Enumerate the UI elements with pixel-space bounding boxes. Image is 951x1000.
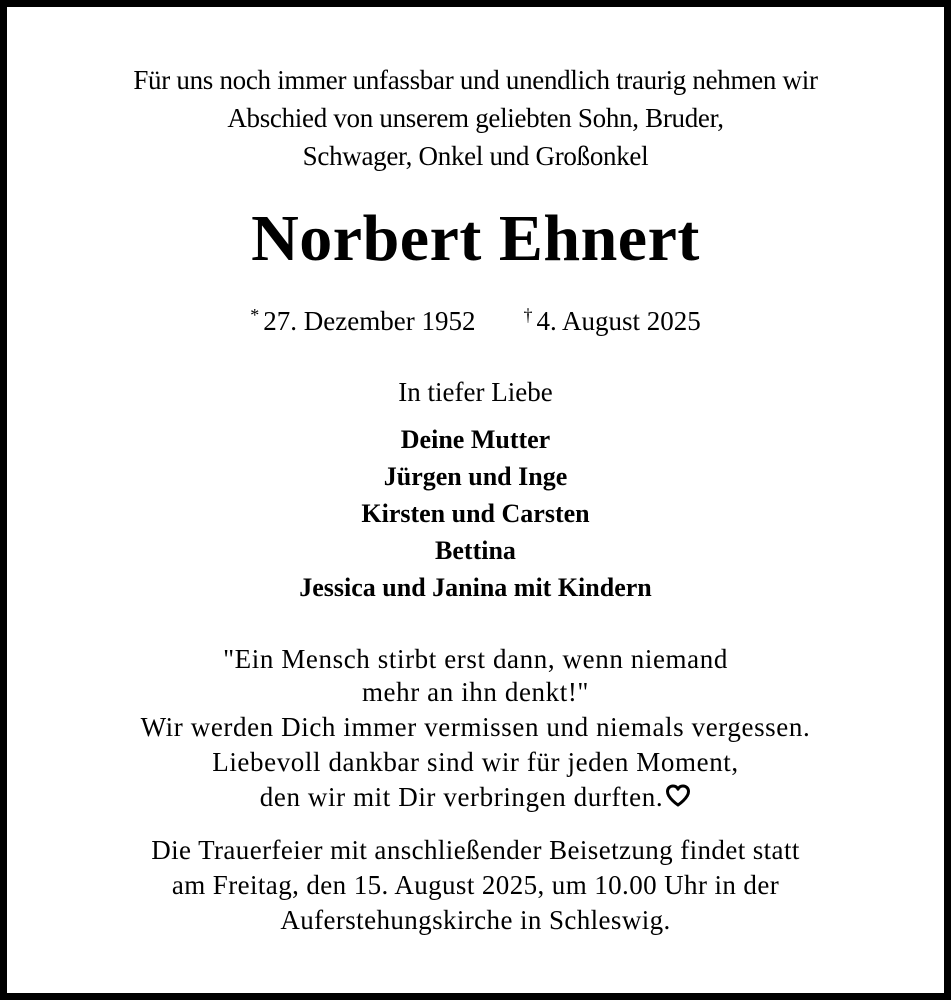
mourner-3: Kirsten und Carsten (361, 499, 590, 528)
quote-line-5-text: den wir mit Dir verbringen durften. (259, 782, 664, 812)
intro-line-1: Für uns noch immer unfassbar und unendlich traurig nehmen wir (133, 65, 818, 95)
funeral-line-2: am Freitag, den 15. August 2025, um 10.00 Uhr in der (171, 870, 780, 900)
quote-line-4: Liebevoll dankbar sind wir für jeden Moment, (212, 747, 739, 777)
intro-line-2: Abschied von unserem geliebten Sohn, Bruder, (227, 103, 724, 133)
mourners-heading: In tiefer Liebe (398, 377, 553, 407)
life-dates (7, 305, 944, 337)
intro-line-3: Schwager, Onkel und Großonkel (302, 141, 649, 171)
quote-line-3: Wir werden Dich immer vermissen und niemals vergessen. (140, 712, 811, 742)
mourner-5: Jessica und Janina mit Kindern (299, 573, 652, 602)
mourner-1: Deine Mutter (400, 425, 551, 454)
quote-line-2: mehr an ihn denkt!" (361, 677, 590, 707)
mourner-2: Jürgen und Inge (383, 462, 568, 491)
mourner-4: Bettina (435, 536, 516, 565)
deceased-name: Norbert Ehnert (251, 202, 700, 275)
funeral-line-1: Die Trauerfeier mit anschließender Beisetzung findet statt (151, 835, 800, 865)
quote-line-5 (7, 782, 944, 813)
birth-date: 27. Dezember 1952 (263, 306, 476, 336)
birth-star-icon: * (250, 305, 260, 325)
funeral-line-3: Auferstehungskirche in Schleswig. (280, 905, 671, 935)
obituary-notice (7, 7, 944, 993)
death-cross-icon: † (523, 305, 533, 325)
death-date: 4. August 2025 (536, 306, 701, 336)
heart-outline-icon (665, 784, 691, 808)
quote-line-1: "Ein Mensch stirbt erst dann, wenn niemand (223, 644, 728, 674)
